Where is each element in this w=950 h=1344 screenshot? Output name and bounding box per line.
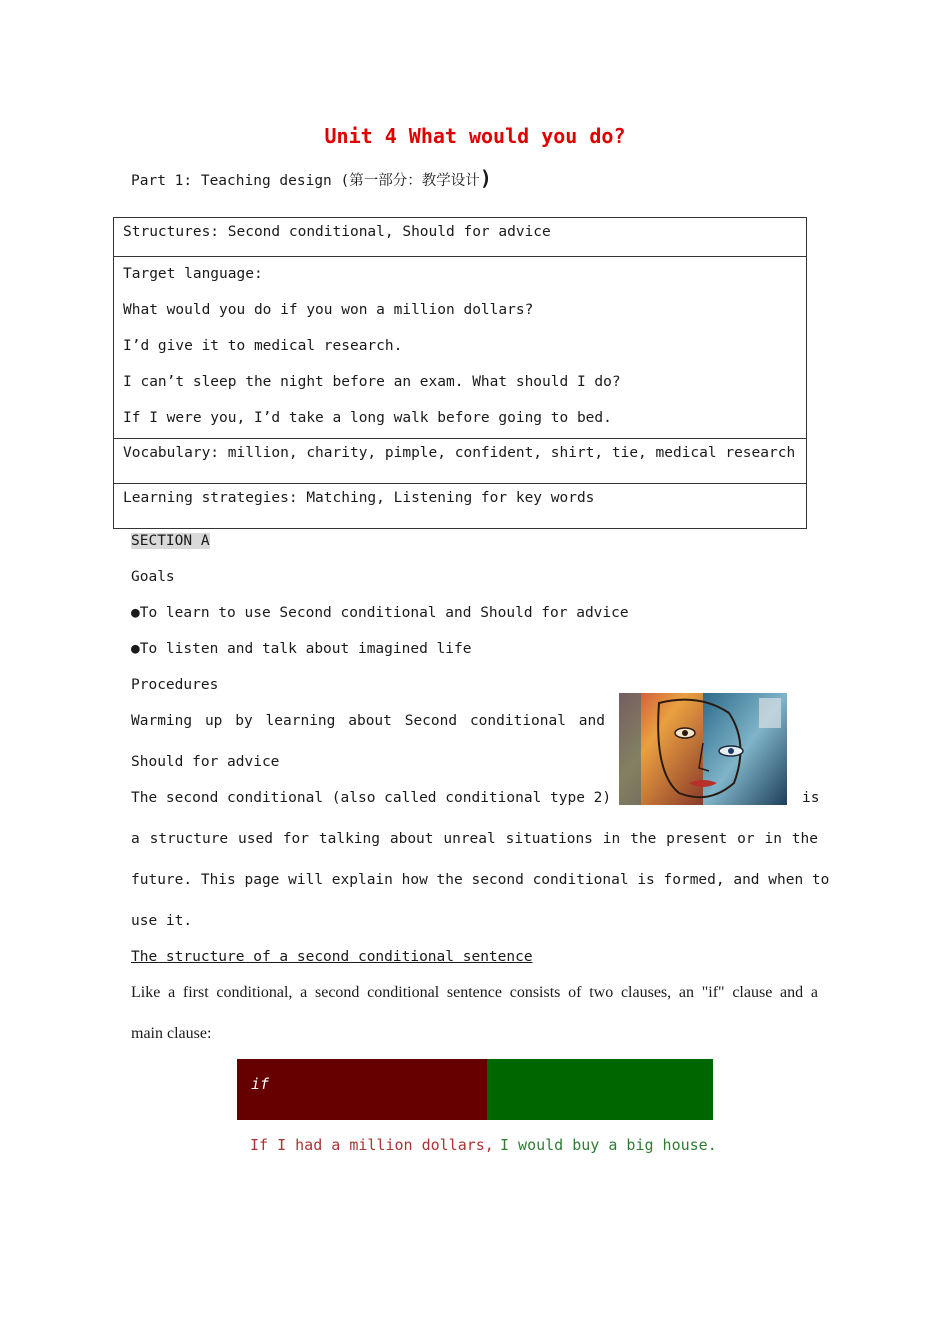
target-line: I’d give it to medical research. [123,338,403,354]
table-row-target-language [114,256,806,438]
if-clause-box: if [237,1059,487,1120]
goal-item: ●To learn to use Second conditional and Should for advice [131,605,629,621]
section-a-highlight: SECTION A [131,533,210,549]
face-painting-icon [619,693,787,805]
table-row-structures [114,218,806,256]
goal-item: ●To listen and talk about imagined life [131,641,472,657]
structure-heading: The structure of a second conditional sentence [131,949,533,965]
part-heading [131,166,492,190]
paragraph-line-3: future. This page will explain how the second conditional is formed, and when to [131,872,830,888]
warming-line-1: Warming up by learning about Second conditional and [131,713,605,729]
target-line: What would you do if you won a million dollars? [123,302,534,318]
vocabulary-text: Vocabulary: million, charity, pimple, confident, shirt, tie, medical research [123,445,796,461]
target-line: If I were you, I’d take a long walk before going to bed. [123,410,612,426]
like-line-1: Like a first conditional, a second conditional sentence consists of two clauses, an "if" clause and a [131,984,818,1001]
part-heading-paren: ) [479,166,492,190]
paragraph-line-1-end: is [802,790,820,806]
target-line: I can’t sleep the night before an exam. What should I do? [123,374,621,390]
goals-heading: Goals [131,569,175,585]
paragraph-line-4: use it. [131,913,193,929]
example-main-clause: I would buy a big house. [500,1136,717,1154]
section-label [131,533,210,549]
like-line-2: main clause: [131,1025,212,1042]
overview-table [113,217,807,529]
page-title: Unit 4 What would you do? [324,124,626,148]
target-language-label: Target language: [123,266,263,282]
paragraph-line-1: The second conditional (also called conditional type 2) [131,790,612,806]
table-row-vocabulary [114,438,806,483]
warming-line-2: Should for advice [131,754,280,770]
part-heading-text: Part 1: Teaching design (第一部分：教学设计 [131,173,480,189]
clause-diagram [237,1059,713,1120]
paragraph-line-2: a structure used for talking about unreal situations in the present or in the [131,831,818,847]
face-painting-image [619,693,787,805]
procedures-heading: Procedures [131,677,219,693]
main-clause-box [487,1059,713,1120]
structures-text: Structures: Second conditional, Should for advice [123,224,551,240]
table-row-strategies [114,483,806,528]
strategies-text: Learning strategies: Matching, Listening for key words [123,490,595,506]
example-if-clause: If I had a million dollars, [250,1136,494,1154]
